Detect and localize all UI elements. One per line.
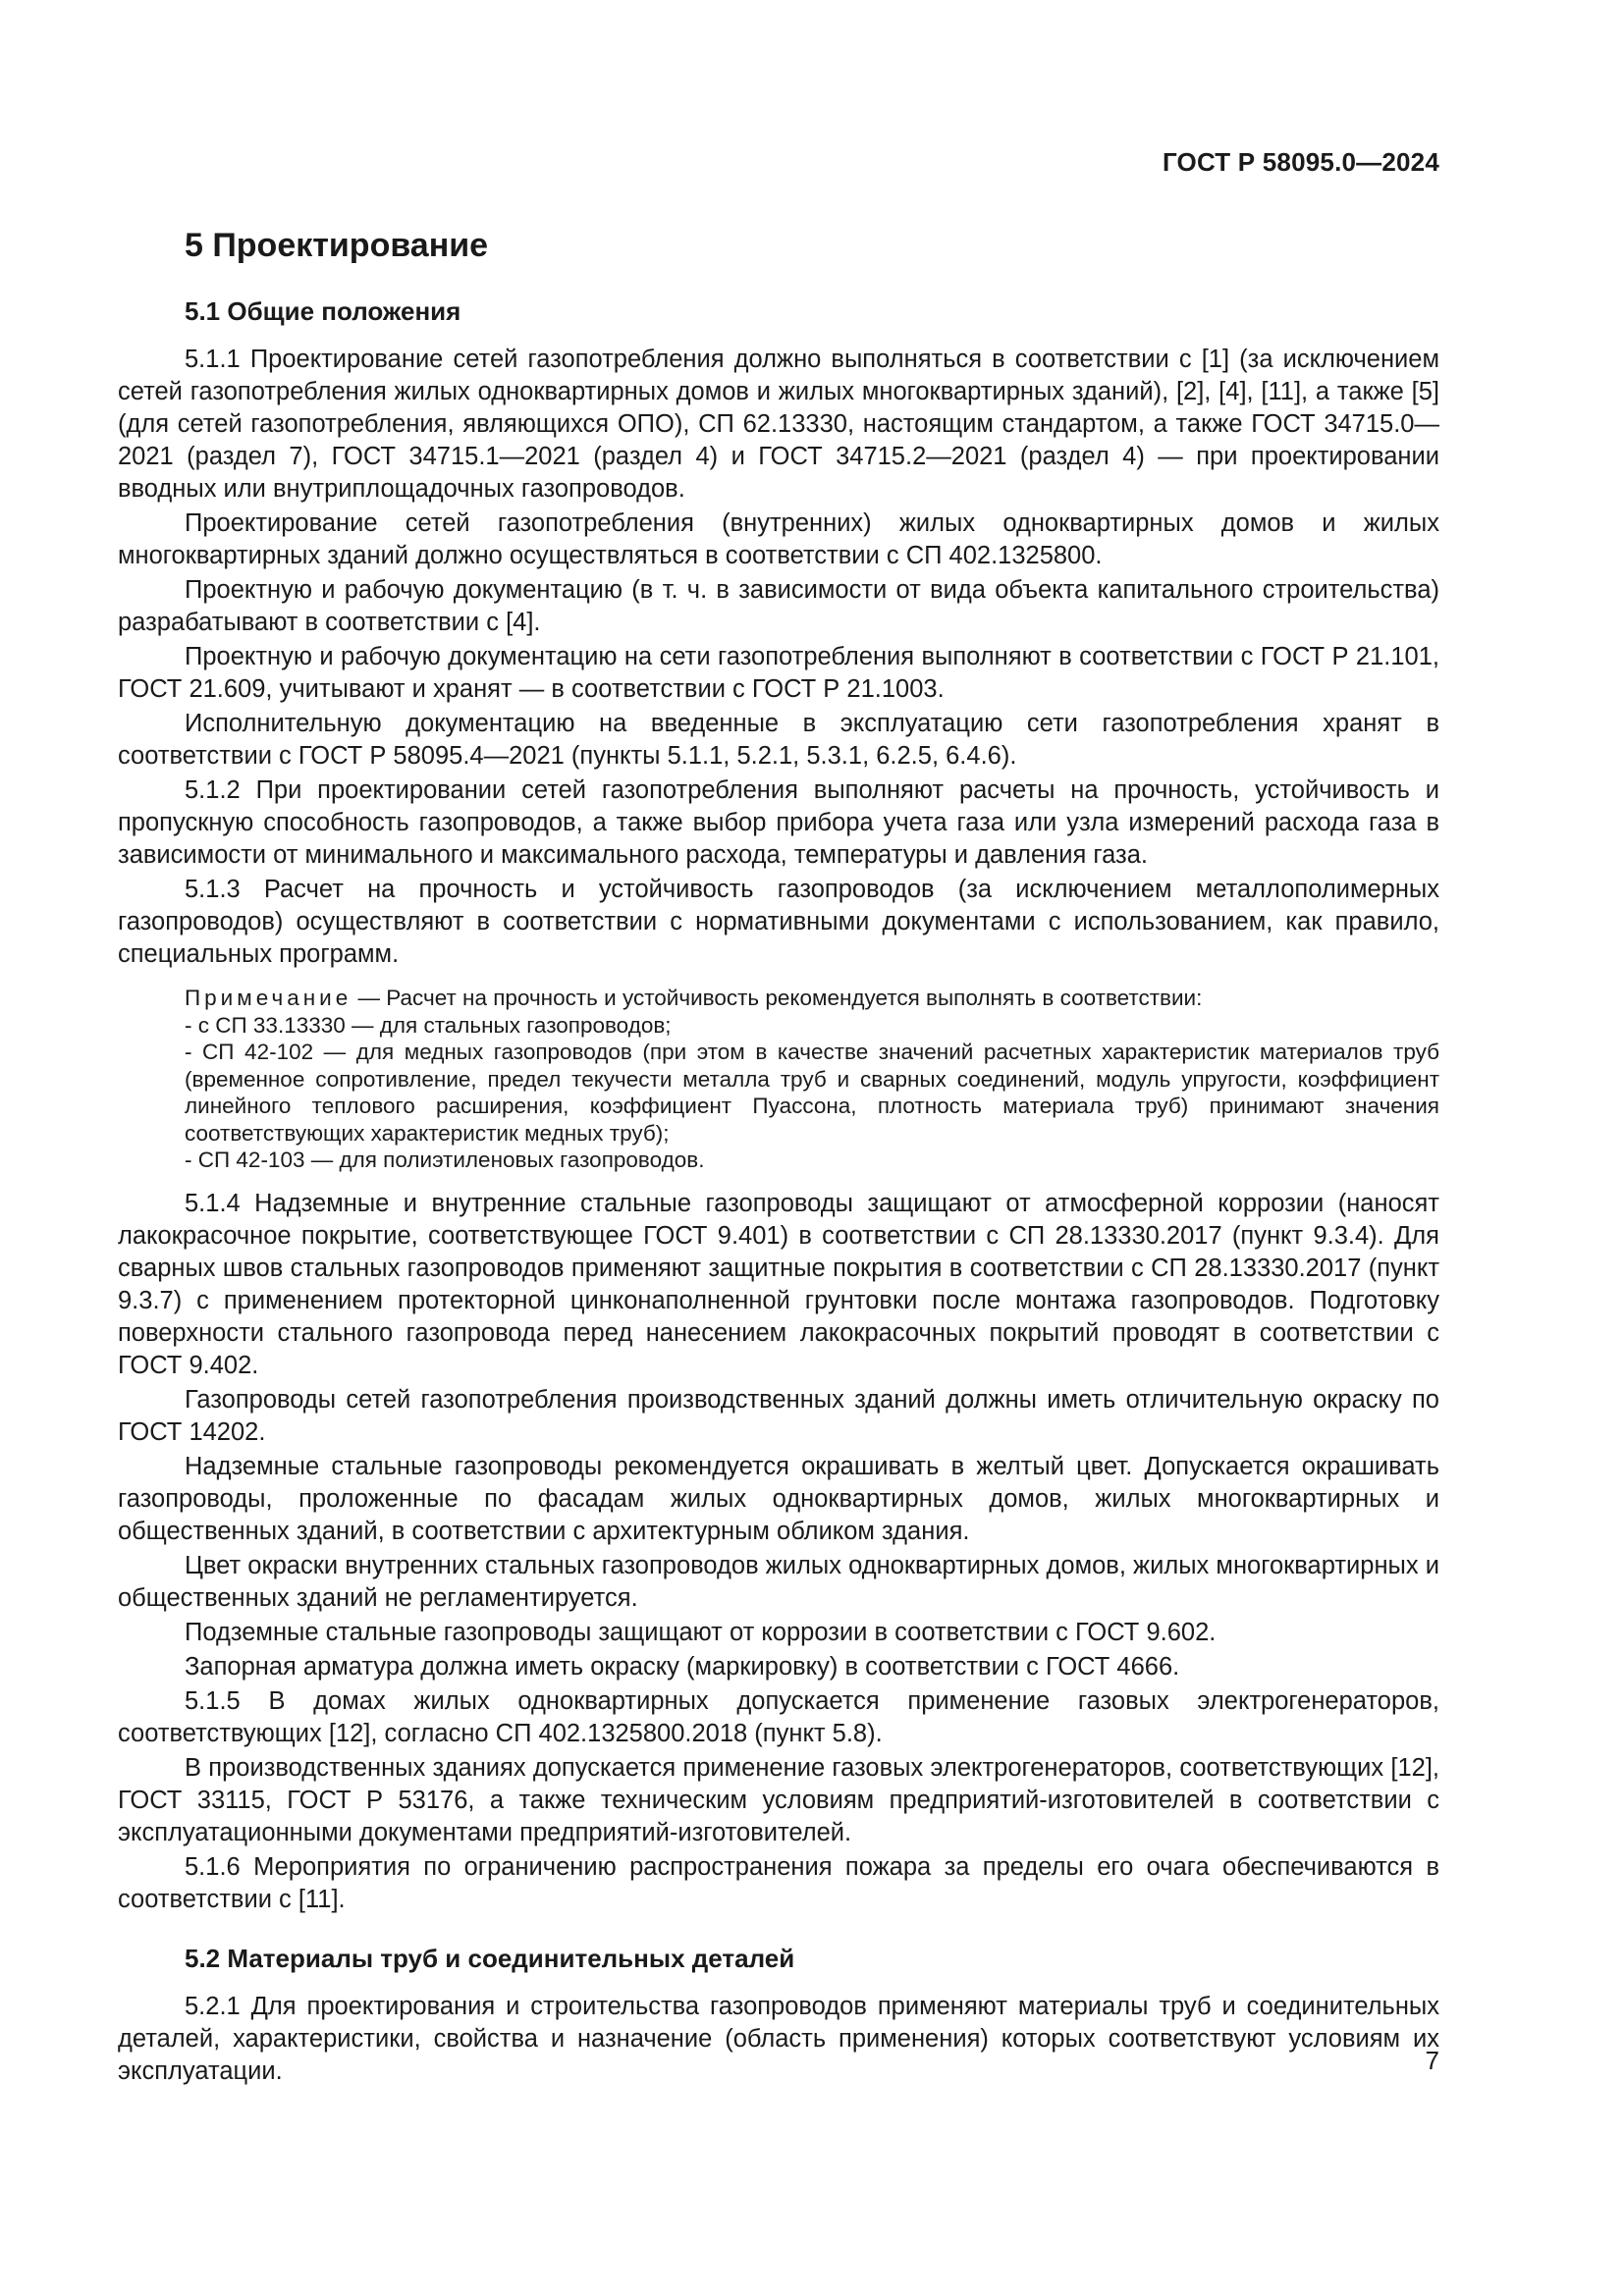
subsection-title-general: 5.1 Общие положения xyxy=(185,296,461,326)
paragraph: 5.1.1 Проектирование сетей газопотребления должно выполняться в соответствии с [1] (за исключением сетей газопотребления жилых одноквартирных домов и жилых многоквартирных зданий), [2], [4], [11], а также [5] (для сетей газопотребления, являющихся ОПО), СП 62.13330, настоящим стандартом, а также ГОСТ 34715.0—2021 (раздел 7), ГОСТ 34715.1—2021 (раздел 4) и ГОСТ 34715.2—2021 (раздел 4) — при проектировании вводных или внутриплощадочных газопроводов. xyxy=(118,346,1439,503)
paragraph: 5.1.3 Расчет на прочность и устойчивость газопроводов (за исключением металлополимерных газопроводов) осуществляют в соответствии с нормативными документами с использованием, как правило, специальных программ. xyxy=(118,876,1439,968)
note-item: - с СП 33.13330 — для стальных газопроводов; xyxy=(185,1012,672,1038)
paragraph: Проектирование сетей газопотребления (внутренних) жилых одноквартирных домов и жилых многоквартирных зданий должно осуществляться в соответствии с СП 402.1325800. xyxy=(118,509,1439,569)
note-block xyxy=(185,985,1439,1174)
section-title: 5 Проектирование xyxy=(185,227,489,264)
paragraph: 5.1.2 При проектировании сетей газопотребления выполняют расчеты на прочность, устойчивость и пропускную способность газопроводов, а также выбор прибора учета газа или узла измерений расхода газа в зависимости от минимального и максимального расхода, температуры и давления газа. xyxy=(118,776,1439,869)
paragraph: Подземные стальные газопроводы защищают от коррозии в соответствии с ГОСТ 9.602. xyxy=(185,1618,1217,1646)
note-intro xyxy=(185,985,1439,1012)
subsection-title-materials: 5.2 Материалы труб и соединительных деталей xyxy=(185,1943,795,1973)
paragraph: 5.2.1 Для проектирования и строительства газопроводов применяют материалы труб и соединительных деталей, характеристики, свойства и назначение (область применения) которых соответствуют условиям их эксплуатации. xyxy=(118,1992,1439,2085)
paragraph: Проектную и рабочую документацию (в т. ч. в зависимости от вида объекта капитального строительства) разрабатывают в соответствии с [4]. xyxy=(118,576,1439,636)
document-header-id: ГОСТ Р 58095.0—2024 xyxy=(1162,147,1439,177)
paragraph: В производственных зданиях допускается применение газовых электрогенераторов, соответствующих [12], ГОСТ 33115, ГОСТ Р 53176, а также техническим условиям предприятий-изготовителей в соответствии с эксплуатационными документами предприятий-изготовителей. xyxy=(118,1753,1439,1846)
document-body xyxy=(118,224,1439,2090)
paragraph: 5.1.4 Надземные и внутренние стальные газопроводы защищают от атмосферной коррозии (наносят лакокрасочное покрытие, соответствующее ГОСТ 9.401) в соответствии с СП 28.13330.2017 (пункт 9.3.4). Для сварных швов стальных газопроводов применяют защитные покрытия в соответствии с СП 28.13330.2017 (пункт 9.3.7) с применением протекторной цинконаполненной грунтовки после монтажа газопроводов. Подготовку поверхности стального газопровода перед нанесением лакокрасочных покрытий проводят в соответствии с ГОСТ 9.402. xyxy=(118,1189,1439,1379)
paragraph: 5.1.6 Мероприятия по ограничению распространения пожара за пределы его очага обеспечиваются в соответствии с [11]. xyxy=(118,1852,1439,1913)
note-label: Примечание xyxy=(185,986,352,1010)
paragraph: Проектную и рабочую документацию на сети газопотребления выполняют в соответствии с ГОСТ Р 21.101, ГОСТ 21.609, учитывают и хранят — в соответствии с ГОСТ Р 21.1003. xyxy=(118,643,1439,703)
paragraph: Газопроводы сетей газопотребления производственных зданий должны иметь отличительную окраску по ГОСТ 14202. xyxy=(118,1385,1439,1446)
note-item: - СП 42-102 — для медных газопроводов (при этом в качестве значений расчетных характеристик материалов труб (временное сопротивление, предел текучести металла труб и сварных соединений, модуль упругости, коэффициент линейного теплового расширения, коэффициент Пуассона, плотность материала труб) принимают значения соответствующих характеристик медных труб); xyxy=(185,1040,1439,1146)
note-item: - СП 42-103 — для полиэтиленовых газопроводов. xyxy=(185,1148,705,1172)
paragraph: Надземные стальные газопроводы рекомендуется окрашивать в желтый цвет. Допускается окрашивать газопроводы, проложенные по фасадам жилых одноквартирных домов, жилых многоквартирных и общественных зданий, в соответствии с архитектурным обликом здания. xyxy=(118,1452,1439,1545)
note-intro-text: — Расчет на прочность и устойчивость рекомендуется выполнять в соответствии: xyxy=(352,986,1203,1010)
page-number: 7 xyxy=(1425,2046,1439,2075)
paragraph: Исполнительную документацию на введенные в эксплуатацию сети газопотребления хранят в соответствии с ГОСТ Р 58095.4—2021 (пункты 5.1.1, 5.2.1, 5.3.1, 6.2.5, 6.4.6). xyxy=(118,710,1439,770)
paragraph: Запорная арматура должна иметь окраску (маркировку) в соответствии с ГОСТ 4666. xyxy=(185,1652,1180,1681)
paragraph: Цвет окраски внутренних стальных газопроводов жилых одноквартирных домов, жилых многоквартирных и общественных зданий не регламентируется. xyxy=(118,1551,1439,1612)
paragraph: 5.1.5 В домах жилых одноквартирных допускается применение газовых электрогенераторов, соответствующих [12], согласно СП 402.1325800.2018 (пункт 5.8). xyxy=(118,1686,1439,1747)
